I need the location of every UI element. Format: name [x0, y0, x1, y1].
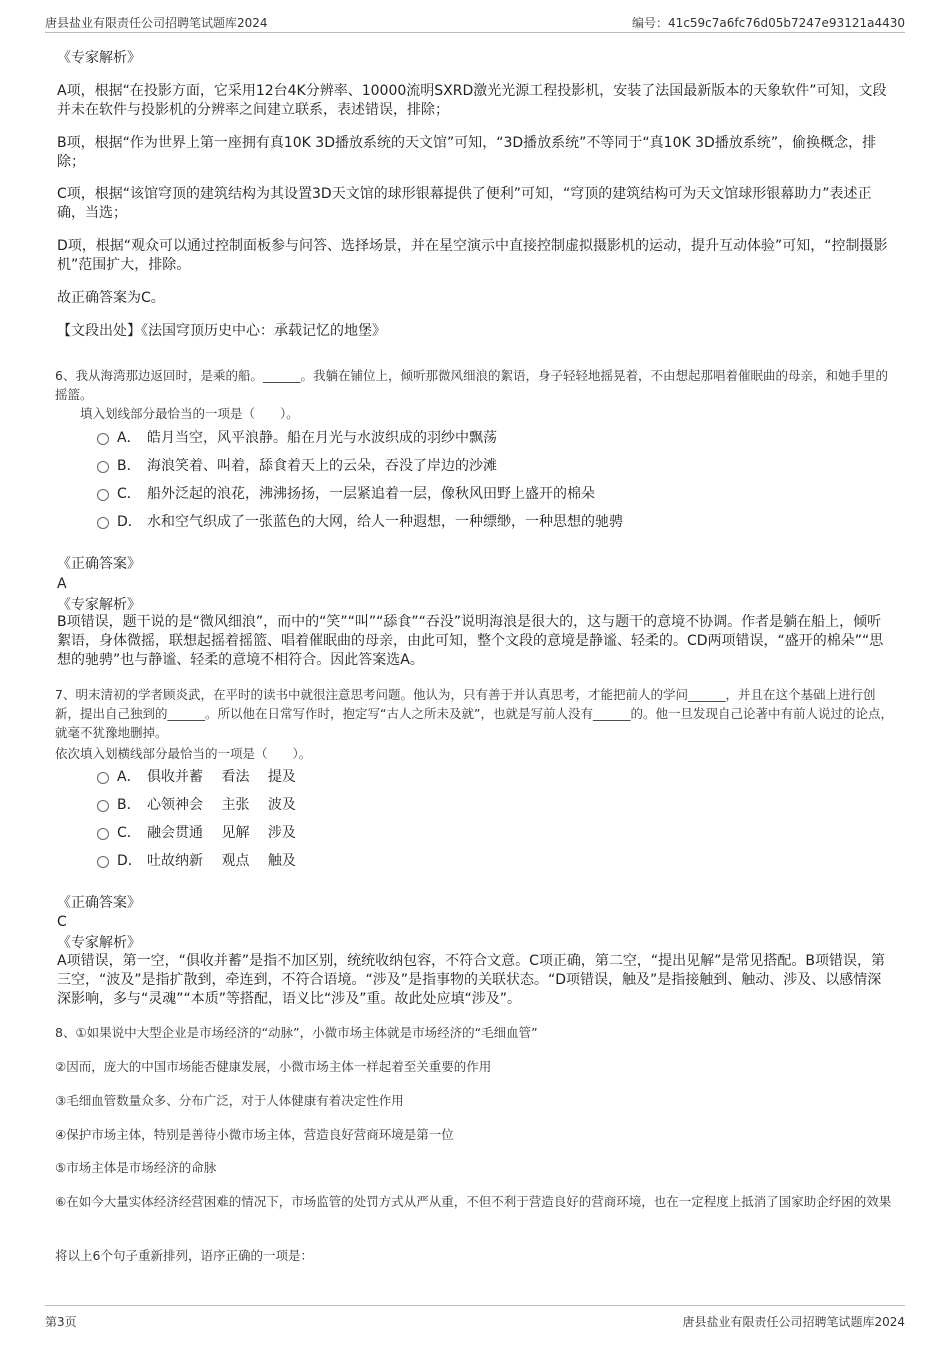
option-text: 水和空气织成了一张蓝色的大网，给人一种遐想，一种缥缈，一种思想的驰骋 [147, 514, 623, 530]
q7-answer-label: 《正确答案》 [57, 895, 141, 911]
q7-answer: C [57, 914, 67, 930]
q6-option-b[interactable] [97, 456, 797, 476]
option-letter: C． [117, 486, 141, 502]
option-text: 海浪笑着、叫着，舔食着天上的云朵，吞没了岸边的沙滩 [147, 458, 497, 474]
q6-option-c[interactable] [97, 484, 797, 504]
page-number: 第3页 [45, 1315, 77, 1329]
q8-sentence-6: ⑥在如今大量实体经济经营困难的情况下，市场监管的处罚方式从严从重，不但不利于营造良好的营商环境，也在一定程度上抵消了国家助企纾困的效果 [55, 1194, 892, 1209]
q6-answer-label: 《正确答案》 [57, 556, 141, 572]
option-letter: C． [117, 825, 141, 841]
option-text: 俱收并蓄 看法 提及 [147, 769, 296, 785]
option-letter: B． [117, 797, 141, 813]
q5-analysis-a: A项，根据“在投影方面，它采用12台4K分辨率、10000流明SXRD激光光源工程投影机，安装了法国最新版本的天象软件”可知，文段并未在软件与投影机的分辨率之间建立联系，表述错误，排除； [57, 83, 887, 118]
q8-sentence-4: ④保护市场主体，特别是善待小微市场主体，营造良好营商环境是第一位 [55, 1127, 454, 1142]
q8-sentence-1: 8、①如果说中大型企业是市场经济的“动脉”，小微市场主体就是市场经济的“毛细血管” [55, 1025, 538, 1040]
q7-prompt: 依次填入划横线部分最恰当的一项是（ ）。 [55, 746, 312, 761]
q5-source: 【文段出处】《法国穹顶历史中心：承载记忆的地堡》 [57, 323, 386, 339]
q7-option-c[interactable] [97, 823, 797, 843]
option-text: 融会贯通 见解 涉及 [147, 825, 296, 841]
q6-expert-label: 《专家解析》 [57, 597, 141, 613]
q7-option-b[interactable] [97, 795, 797, 815]
q8-sentence-2: ②因而，庞大的中国市场能否健康发展，小微市场主体一样起着至关重要的作用 [55, 1059, 492, 1074]
radio-icon[interactable] [97, 828, 109, 840]
q6-analysis: B项错误，题干说的是“微风细浪”，而中的“笑”“叫”“舔食”“吞没”说明海浪是很大的，这与题干的意境不协调。作者是躺在船上，倾听絮语，身体微摇，联想起摇着摇篮、唱着催眠曲的母亲，由此可知，整个文段的意境是静谧、轻柔的。CD两项错误，“盛开的棉朵”“思想的驰骋”也与静谧、轻柔的意境不相符合。因此答案选A。 [57, 614, 884, 668]
radio-icon[interactable] [97, 772, 109, 784]
q5-analysis-b: B项，根据“作为世界上第一座拥有真10K 3D播放系统的天文馆”可知，“3D播放系统”不等同于“真10K 3D播放系统”，偷换概念，排除； [57, 135, 877, 170]
option-text: 船外泛起的浪花，沸沸扬扬，一层紧追着一层，像秋风田野上盛开的棉朵 [147, 486, 595, 502]
q7-option-d[interactable] [97, 851, 797, 871]
option-letter: A． [117, 769, 141, 785]
radio-icon[interactable] [97, 800, 109, 812]
q5-conclusion: 故正确答案为C。 [57, 290, 165, 306]
option-letter: B． [117, 458, 141, 474]
q7-analysis: A项错误，第一空，“俱收并蓄”是指不加区别，统统收纳包容，不符合文意。C项正确，第二空，“提出见解”是常见搭配。B项错误，第三空，“波及”是指扩散到，牵连到，不符合语境。“涉及”是指事物的关联状态。“D项错误，触及”是指接触到、触动、涉及、以感情深深影响，多与“灵魂”“本质”等搭配，语义比“涉及”重。故此处应填“涉及”。 [57, 953, 885, 1007]
radio-icon[interactable] [97, 517, 109, 529]
header-doc-number: 编号：41c59c7a6fc76d05b7247e93121a4430 [632, 16, 905, 30]
radio-icon[interactable] [97, 433, 109, 445]
radio-icon[interactable] [97, 489, 109, 501]
radio-icon[interactable] [97, 856, 109, 868]
q6-prompt: 填入划线部分最恰当的一项是（ ）。 [80, 406, 299, 421]
q6-stem: 6、我从海湾那边返回时，是乘的船。______。我躺在铺位上，倾听那微风细浪的絮语，身子轻轻地摇晃着，不由想起那唱着催眠曲的母亲，和她手里的摇篮。 [55, 368, 888, 402]
q6-option-d[interactable] [97, 512, 797, 532]
option-text: 吐故纳新 观点 触及 [147, 853, 296, 869]
q7-expert-label: 《专家解析》 [57, 935, 141, 951]
option-text: 皓月当空，风平浪静。船在月光与水波织成的羽纱中飘荡 [147, 430, 497, 446]
option-text: 心领神会 主张 波及 [147, 797, 296, 813]
q6-option-a[interactable] [97, 428, 797, 448]
q8-sentence-5: ⑤市场主体是市场经济的命脉 [55, 1160, 217, 1175]
q6-answer: A [57, 576, 67, 592]
q7-option-a[interactable] [97, 767, 797, 787]
page-footer [45, 1305, 905, 1330]
q5-analysis-c: C项，根据“该馆穹顶的建筑结构为其设置3D天文馆的球形银幕提供了便利”可知，“穹顶的建筑结构可为天文馆球形银幕助力”表述正确，当选； [57, 186, 872, 221]
option-letter: D． [117, 853, 142, 869]
page-header [45, 10, 905, 33]
q5-analysis-d: D项，根据“观众可以通过控制面板参与问答、选择场景，并在星空演示中直接控制虚拟摄影机的运动，提升互动体验”可知，“控制摄影机”范围扩大，排除。 [57, 238, 888, 273]
radio-icon[interactable] [97, 461, 109, 473]
q8-prompt: 将以上6个句子重新排列，语序正确的一项是： [55, 1248, 313, 1263]
option-letter: D． [117, 514, 142, 530]
q5-expert-label: 《专家解析》 [57, 50, 141, 66]
q7-stem: 7、明末清初的学者顾炎武，在平时的读书中就很注意思考问题。他认为，只有善于并认真思考，才能把前人的学问______，并且在这个基础上进行创新，提出自己独到的______。所以他在日常写作时，抱定写“古人之所未及就”，也就是写前人没有______的。他一旦发现自己论著中有前人说过的论点，就毫不犹豫地删掉。 [55, 687, 893, 740]
q8-sentence-3: ③毛细血管数量众多、分布广泛，对于人体健康有着决定性作用 [55, 1093, 404, 1108]
footer-title: 唐县盐业有限责任公司招聘笔试题库2024 [682, 1315, 905, 1329]
header-title: 唐县盐业有限责任公司招聘笔试题库2024 [45, 16, 268, 30]
option-letter: A． [117, 430, 141, 446]
